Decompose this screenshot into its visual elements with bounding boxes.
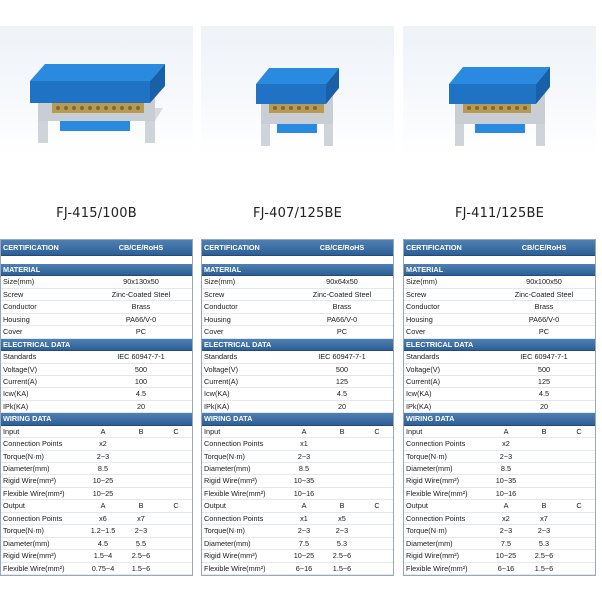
row-label: Cover (406, 327, 426, 337)
wiring-row (202, 500, 393, 512)
row-label: Flexible Wire(mm²) (3, 488, 65, 498)
row-label: Output (406, 501, 428, 511)
model-name: FJ-411/125BE (454, 206, 545, 221)
row-value: IEC 60947-7-1 (117, 352, 165, 362)
row-value: 2~3 (537, 526, 551, 536)
row-value: 500 (537, 364, 551, 374)
row-label: Voltage(V) (406, 364, 441, 374)
row-label: Diameter(mm) (204, 538, 251, 548)
wiring-row (1, 438, 192, 450)
material-row (202, 289, 393, 301)
material-row (1, 276, 192, 288)
row-label: Rigid Wire(mm²) (3, 551, 57, 561)
row-value: B (541, 501, 547, 511)
row-label: Connection Points (406, 439, 466, 449)
row-label: MATERIAL (3, 265, 41, 274)
material-header (202, 264, 393, 276)
row-label: Rigid Wire(mm²) (204, 551, 258, 561)
row-label: Rigid Wire(mm²) (406, 476, 460, 486)
row-label: ELECTRICAL DATA (3, 339, 71, 349)
row-label: IPk(KA) (3, 401, 29, 411)
wiring-row (202, 525, 393, 537)
row-label: Output (204, 501, 226, 511)
distribution-block-image (201, 26, 394, 154)
row-value: C (173, 501, 179, 511)
row-label: Current(A) (406, 376, 441, 386)
model-name: FJ-407/125BE (252, 206, 343, 221)
row-label: Flexible Wire(mm²) (406, 563, 468, 573)
row-label: Torque(N·m) (406, 451, 447, 461)
wiring-row (404, 451, 595, 463)
row-value: x5 (338, 513, 346, 523)
row-label: Voltage(V) (3, 364, 38, 374)
row-label: Rigid Wire(mm²) (3, 476, 57, 486)
row-label: Torque(N·m) (3, 526, 44, 536)
row-value: A (503, 501, 509, 511)
row-label: MATERIAL (406, 265, 444, 274)
row-label: Diameter(mm) (3, 464, 50, 473)
wiring-row (1, 563, 192, 575)
row-label: Cover (3, 327, 23, 337)
row-label: ELECTRICAL DATA (406, 339, 474, 349)
row-label: Diameter(mm) (204, 464, 251, 473)
row-value: B (541, 426, 547, 436)
material-row (1, 289, 192, 301)
material-row (404, 314, 595, 326)
row-label: Rigid Wire(mm²) (406, 551, 460, 561)
row-value: C (576, 426, 582, 436)
electrical-row (202, 388, 393, 400)
row-label: Input (406, 426, 423, 436)
row-value: x6 (99, 513, 107, 523)
row-label: IPk(KA) (406, 401, 432, 411)
row-label: Rigid Wire(mm²) (204, 476, 258, 486)
electrical-header (1, 339, 192, 351)
row-label: Size(mm) (3, 277, 35, 287)
material-row (202, 276, 393, 288)
row-value: 2~3 (499, 451, 513, 461)
model-name: FJ-415/100B (56, 206, 137, 221)
row-value: 125 (335, 376, 349, 386)
row-label: Torque(N·m) (3, 451, 44, 461)
wiring-row (1, 513, 192, 525)
material-row (202, 301, 393, 313)
product-column (0, 0, 193, 602)
distribution-block-image (403, 26, 596, 154)
electrical-row (1, 364, 192, 376)
material-row (404, 301, 595, 313)
row-label: Size(mm) (406, 277, 438, 287)
row-value: 500 (335, 364, 349, 374)
row-label: Current(A) (204, 376, 239, 386)
row-value: A (100, 426, 106, 436)
wiring-row (202, 426, 393, 438)
row-value: 1.5~4 (93, 551, 113, 561)
electrical-row (202, 351, 393, 363)
spec-table (201, 239, 394, 576)
row-value: 7.5 (298, 538, 310, 548)
wiring-row (404, 513, 595, 525)
electrical-row (1, 351, 192, 363)
wiring-row (1, 475, 192, 487)
row-label: Connection Points (406, 513, 466, 523)
row-value: 100 (134, 376, 148, 386)
product-column (201, 0, 394, 602)
row-value: 4.5 (97, 538, 109, 548)
wiring-row (202, 563, 393, 575)
wiring-row (404, 538, 595, 550)
electrical-row (404, 364, 595, 376)
row-value: B (138, 426, 144, 436)
row-value: 2~3 (335, 526, 349, 536)
wiring-row (404, 500, 595, 512)
wiring-row (202, 488, 393, 500)
row-value: 125 (537, 376, 551, 386)
row-value: 6~16 (295, 563, 313, 573)
row-value: A (503, 426, 509, 436)
wiring-row (202, 463, 393, 475)
row-value: 8.5 (298, 464, 310, 473)
electrical-row (1, 388, 192, 400)
electrical-row (202, 364, 393, 376)
wiring-header (202, 413, 393, 425)
wiring-row (1, 451, 192, 463)
row-value: 90x100x50 (526, 277, 562, 287)
row-value: 2.5~6 (332, 551, 352, 561)
row-value: PC (538, 327, 550, 337)
row-label: Input (204, 426, 221, 436)
material-row (1, 326, 192, 338)
wiring-row (1, 525, 192, 537)
row-value: 2~3 (134, 526, 148, 536)
spacer (404, 256, 595, 264)
electrical-row (202, 376, 393, 388)
row-label: Diameter(mm) (406, 538, 453, 548)
row-label: CERTIFICATION (204, 243, 260, 252)
row-label: Standards (204, 352, 238, 362)
row-value: C (374, 426, 380, 436)
row-value: 10~16 (293, 488, 315, 498)
row-value: x2 (99, 439, 107, 449)
row-label: Connection Points (204, 439, 264, 449)
row-value: C (576, 501, 582, 511)
row-label: Flexible Wire(mm²) (3, 563, 65, 573)
row-value: 10~25 (92, 476, 114, 486)
certification-row (202, 240, 393, 256)
row-value: 10~35 (293, 476, 315, 486)
terminal-block-illustration (201, 26, 394, 154)
row-value: A (301, 501, 307, 511)
wiring-row (1, 538, 192, 550)
product-column (403, 0, 596, 602)
material-row (1, 301, 192, 313)
row-value: x7 (540, 513, 548, 523)
row-label: Input (3, 426, 20, 436)
row-value: 1.2~1.5 (90, 526, 116, 536)
row-label: Torque(N·m) (204, 526, 245, 536)
row-value: 10~25 (495, 551, 517, 561)
row-value: 5.5 (135, 538, 147, 548)
row-value: 2~3 (96, 451, 110, 461)
row-value: 20 (337, 401, 347, 411)
row-value: 0.75~4 (91, 563, 115, 573)
row-label: Size(mm) (204, 277, 236, 287)
wiring-row (202, 451, 393, 463)
certification-row (404, 240, 595, 256)
row-value: x7 (137, 513, 145, 523)
wiring-row (404, 563, 595, 575)
row-value: B (138, 501, 144, 511)
row-value: 8.5 (97, 464, 109, 473)
row-value: 5.3 (336, 538, 348, 548)
row-value: 7.5 (500, 538, 512, 548)
wiring-row (1, 500, 192, 512)
wiring-row (404, 525, 595, 537)
row-label: Connection Points (3, 439, 63, 449)
row-label: Screw (3, 289, 24, 299)
row-value: PC (135, 327, 147, 337)
row-value: PA66/V-0 (125, 314, 157, 324)
row-label: MATERIAL (204, 265, 242, 274)
row-value: A (100, 501, 106, 511)
row-label: Flexible Wire(mm²) (204, 488, 266, 498)
material-row (202, 326, 393, 338)
row-label: Screw (204, 289, 225, 299)
wiring-row (202, 513, 393, 525)
spec-table (0, 239, 193, 576)
row-label: Screw (406, 289, 427, 299)
row-value: 90x64x50 (326, 277, 358, 287)
material-row (404, 276, 595, 288)
row-value: x2 (502, 513, 510, 523)
terminal-block-illustration (403, 26, 596, 154)
terminal-block-illustration (0, 26, 193, 154)
row-value: PC (336, 327, 348, 337)
certification-row (1, 240, 192, 256)
row-value: C (374, 501, 380, 511)
row-value: 8.5 (500, 464, 512, 473)
row-value: 10~25 (92, 488, 114, 498)
electrical-header (202, 339, 393, 351)
material-header (404, 264, 595, 276)
row-value: 1.5~6 (131, 563, 151, 573)
row-label: WIRING DATA (3, 414, 52, 424)
material-header (1, 264, 192, 276)
row-value: 20 (136, 401, 146, 411)
row-value: 2~3 (297, 526, 311, 536)
row-label: Housing (406, 314, 433, 324)
row-label: CERTIFICATION (3, 243, 59, 252)
wiring-row (202, 438, 393, 450)
row-value: 4.5 (135, 389, 147, 399)
wiring-row (202, 475, 393, 487)
distribution-block-image (0, 26, 193, 154)
row-value: B (339, 426, 345, 436)
row-value: x1 (300, 513, 308, 523)
row-label: Flexible Wire(mm²) (406, 488, 468, 498)
wiring-row (404, 438, 595, 450)
row-label: Torque(N·m) (406, 526, 447, 536)
row-value: 4.5 (538, 389, 550, 399)
wiring-row (1, 426, 192, 438)
electrical-row (202, 401, 393, 413)
row-value: 1.5~6 (534, 563, 554, 573)
row-value: Brass (131, 302, 151, 312)
row-label: ELECTRICAL DATA (204, 339, 272, 349)
row-value: 10~35 (495, 476, 517, 486)
row-value: Brass (332, 302, 352, 312)
row-value: PA66/V-0 (326, 314, 358, 324)
row-label: Housing (3, 314, 30, 324)
row-label: Connection Points (3, 513, 63, 523)
row-value: x1 (300, 439, 308, 449)
row-value: 2.5~6 (131, 551, 151, 561)
material-row (404, 289, 595, 301)
wiring-row (404, 550, 595, 562)
row-label: Flexible Wire(mm²) (204, 563, 266, 573)
row-label: Connection Points (204, 513, 264, 523)
row-value: 5.3 (538, 538, 550, 548)
row-value: 500 (134, 364, 148, 374)
wiring-row (1, 550, 192, 562)
wiring-row (202, 538, 393, 550)
row-label: Diameter(mm) (3, 538, 50, 548)
wiring-row (404, 463, 595, 475)
row-label: CERTIFICATION (406, 243, 462, 252)
row-value: 4.5 (336, 389, 348, 399)
row-value: 1.5~6 (332, 563, 352, 573)
electrical-row (1, 376, 192, 388)
row-label: Conductor (204, 302, 238, 312)
wiring-row (202, 550, 393, 562)
wiring-row (404, 488, 595, 500)
row-value: IEC 60947-7-1 (318, 352, 366, 362)
material-row (1, 314, 192, 326)
spacer (202, 256, 393, 264)
row-label: Voltage(V) (204, 364, 239, 374)
wiring-header (404, 413, 595, 425)
row-label: Output (3, 501, 25, 511)
row-label: Diameter(mm) (406, 464, 453, 473)
row-value: 10~16 (495, 488, 517, 498)
wiring-row (1, 488, 192, 500)
wiring-row (404, 426, 595, 438)
row-label: Standards (3, 352, 37, 362)
row-value: 2~3 (499, 526, 513, 536)
row-label: Conductor (3, 302, 37, 312)
spec-table (403, 239, 596, 576)
row-value: C (173, 426, 179, 436)
row-value: CB/CE/RoHS (118, 243, 164, 252)
row-value: IEC 60947-7-1 (520, 352, 568, 362)
row-value: 10~25 (293, 551, 315, 561)
row-value: Zinc-Coated Steel (312, 289, 372, 299)
row-label: Torque(N·m) (204, 451, 245, 461)
row-value: CB/CE/RoHS (521, 243, 567, 252)
row-label: Housing (204, 314, 231, 324)
row-label: Conductor (406, 302, 440, 312)
row-value: A (301, 426, 307, 436)
row-value: Zinc-Coated Steel (514, 289, 574, 299)
row-value: 6~16 (497, 563, 515, 573)
row-label: Icw(KA) (3, 389, 29, 399)
electrical-row (404, 401, 595, 413)
material-row (202, 314, 393, 326)
wiring-row (404, 475, 595, 487)
electrical-row (404, 376, 595, 388)
row-value: x2 (502, 439, 510, 449)
row-value: Brass (534, 302, 554, 312)
row-value: 2~3 (297, 451, 311, 461)
row-value: CB/CE/RoHS (319, 243, 365, 252)
row-label: Cover (204, 327, 224, 337)
row-value: 2.5~6 (534, 551, 554, 561)
row-label: Standards (406, 352, 440, 362)
row-label: Current(A) (3, 376, 38, 386)
electrical-row (404, 351, 595, 363)
electrical-header (404, 339, 595, 351)
electrical-row (404, 388, 595, 400)
row-label: Icw(KA) (406, 389, 432, 399)
row-label: WIRING DATA (204, 414, 253, 424)
row-label: WIRING DATA (406, 414, 455, 424)
row-label: IPk(KA) (204, 401, 230, 411)
row-value: Zinc-Coated Steel (111, 289, 171, 299)
row-value: PA66/V-0 (528, 314, 560, 324)
wiring-row (1, 463, 192, 475)
row-value: B (339, 501, 345, 511)
electrical-row (1, 401, 192, 413)
spacer (1, 256, 192, 264)
row-value: 90x130x50 (123, 277, 159, 287)
wiring-header (1, 413, 192, 425)
row-value: 20 (539, 401, 549, 411)
material-row (404, 326, 595, 338)
row-label: Icw(KA) (204, 389, 230, 399)
